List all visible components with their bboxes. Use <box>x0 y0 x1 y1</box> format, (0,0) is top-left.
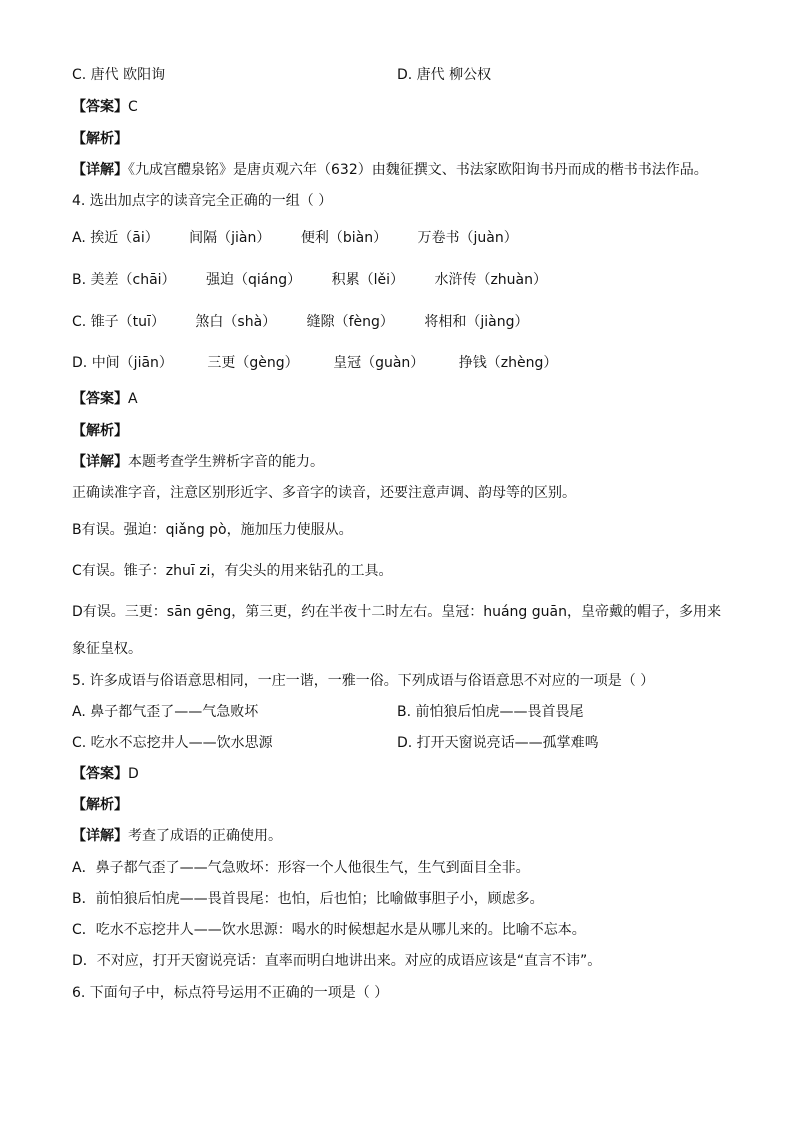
option-item: 水浒传（zhuàn） <box>434 272 547 288</box>
answer-label: 【答案】 <box>72 391 128 407</box>
q5-option-c: C. 吃水不忘挖井人——饮水思源 <box>72 735 273 751</box>
option-item: 积累（lěi） <box>331 272 404 288</box>
q3-option-d: D. 唐代 柳公权 <box>397 67 492 83</box>
option-item: 将相和（jiàng） <box>424 314 529 330</box>
option-prefix: B. <box>72 272 87 288</box>
q5-explanation-a: A．鼻子都气歪了——气急败坏：形容一个人他很生气，生气到面目全非。 <box>72 860 530 876</box>
answer-label: 【答案】 <box>72 766 128 782</box>
detail-text: 考查了成语的正确使用。 <box>128 828 282 844</box>
option-prefix: A. <box>72 230 86 246</box>
q6-stem: 6. 下面句子中，标点符号运用不正确的一项是（ ） <box>72 985 389 1001</box>
option-item: 三更（gèng） <box>207 355 299 371</box>
detail-text: 《九成宫醴泉铭》是唐贞观六年（632）由魏征撰文、书法家欧阳询书丹而成的楷书书法作品。 <box>128 162 708 178</box>
option-prefix: D. <box>72 355 88 371</box>
q4-detail <box>72 454 324 471</box>
answer-value: D <box>128 766 139 782</box>
q5-option-b: B. 前怕狼后怕虎——畏首畏尾 <box>397 704 584 720</box>
q4-option-a <box>72 230 518 247</box>
q5-explanation-d: D．不对应，打开天窗说亮话：直率而明白地讲出来。对应的成语应该是“直言不讳”。 <box>72 953 602 969</box>
detail-label: 【详解】 <box>72 454 128 470</box>
q5-answer <box>72 766 139 783</box>
q4-explanation-line: 象征皇权。 <box>72 641 142 657</box>
detail-label: 【详解】 <box>72 162 128 178</box>
answer-label: 【答案】 <box>72 99 128 115</box>
option-item: 万卷书（juàn） <box>417 230 518 246</box>
q5-explanation-b: B．前怕狼后怕虎——畏首畏尾：也怕，后也怕；比喻做事胆子小，顾虑多。 <box>72 891 544 907</box>
q3-answer <box>72 99 138 116</box>
detail-text: 本题考查学生辨析字音的能力。 <box>128 454 324 470</box>
q5-analysis-label: 【解析】 <box>72 797 128 813</box>
q4-answer <box>72 391 138 408</box>
q4-stem: 4. 选出加点字的读音完全正确的一组（ ） <box>72 193 333 209</box>
answer-value: A <box>128 391 138 407</box>
q5-detail <box>72 828 282 845</box>
q5-stem: 5. 许多成语与俗语意思相同，一庄一谐，一雅一俗。下列成语与俗语意思不对应的一项是（ ） <box>72 673 655 689</box>
q4-explanation-line: D有误。三更：sān gēng，第三更，约在半夜十二时左右。皇冠：huáng guān，皇帝戴的帽子，多用来 <box>72 604 721 620</box>
option-item: 中间（jiān） <box>91 355 173 371</box>
q5-option-a: A. 鼻子都气歪了——气急败坏 <box>72 704 259 720</box>
q3-analysis-label: 【解析】 <box>72 131 128 147</box>
q5-option-d: D. 打开天窗说亮话——孤掌难鸣 <box>397 735 599 751</box>
option-item: 缝隙（fèng） <box>306 314 394 330</box>
q3-detail <box>72 162 708 179</box>
q4-explanation-line: B有误。强迫：qiǎng pò，施加压力使服从。 <box>72 522 353 538</box>
q4-option-c <box>72 314 529 331</box>
q5-explanation-c: C．吃水不忘挖井人——饮水思源：喝水的时候想起水是从哪儿来的。比喻不忘本。 <box>72 922 586 938</box>
option-item: 挨近（āi） <box>90 230 159 246</box>
option-prefix: C. <box>72 314 87 330</box>
option-item: 锥子（tuī） <box>90 314 165 330</box>
q3-option-c: C. 唐代 欧阳询 <box>72 67 166 83</box>
option-item: 挣钱（zhèng） <box>458 355 558 371</box>
option-item: 美差（chāi） <box>90 272 176 288</box>
q4-explanation-line: 正确读准字音，注意区别形近字、多音字的读音，还要注意声调、韵母等的区别。 <box>72 485 576 501</box>
option-item: 强迫（qiáng） <box>206 272 302 288</box>
option-item: 煞白（shà） <box>195 314 277 330</box>
q4-analysis-label: 【解析】 <box>72 423 128 439</box>
q4-explanation-line: C有误。锥子：zhuī zi，有尖头的用来钻孔的工具。 <box>72 563 393 579</box>
detail-label: 【详解】 <box>72 828 128 844</box>
option-item: 间隔（jiàn） <box>189 230 271 246</box>
answer-value: C <box>128 99 138 115</box>
option-item: 便利（biàn） <box>300 230 388 246</box>
q4-option-d <box>72 355 557 372</box>
q4-option-b <box>72 272 547 289</box>
option-item: 皇冠（guàn） <box>333 355 425 371</box>
